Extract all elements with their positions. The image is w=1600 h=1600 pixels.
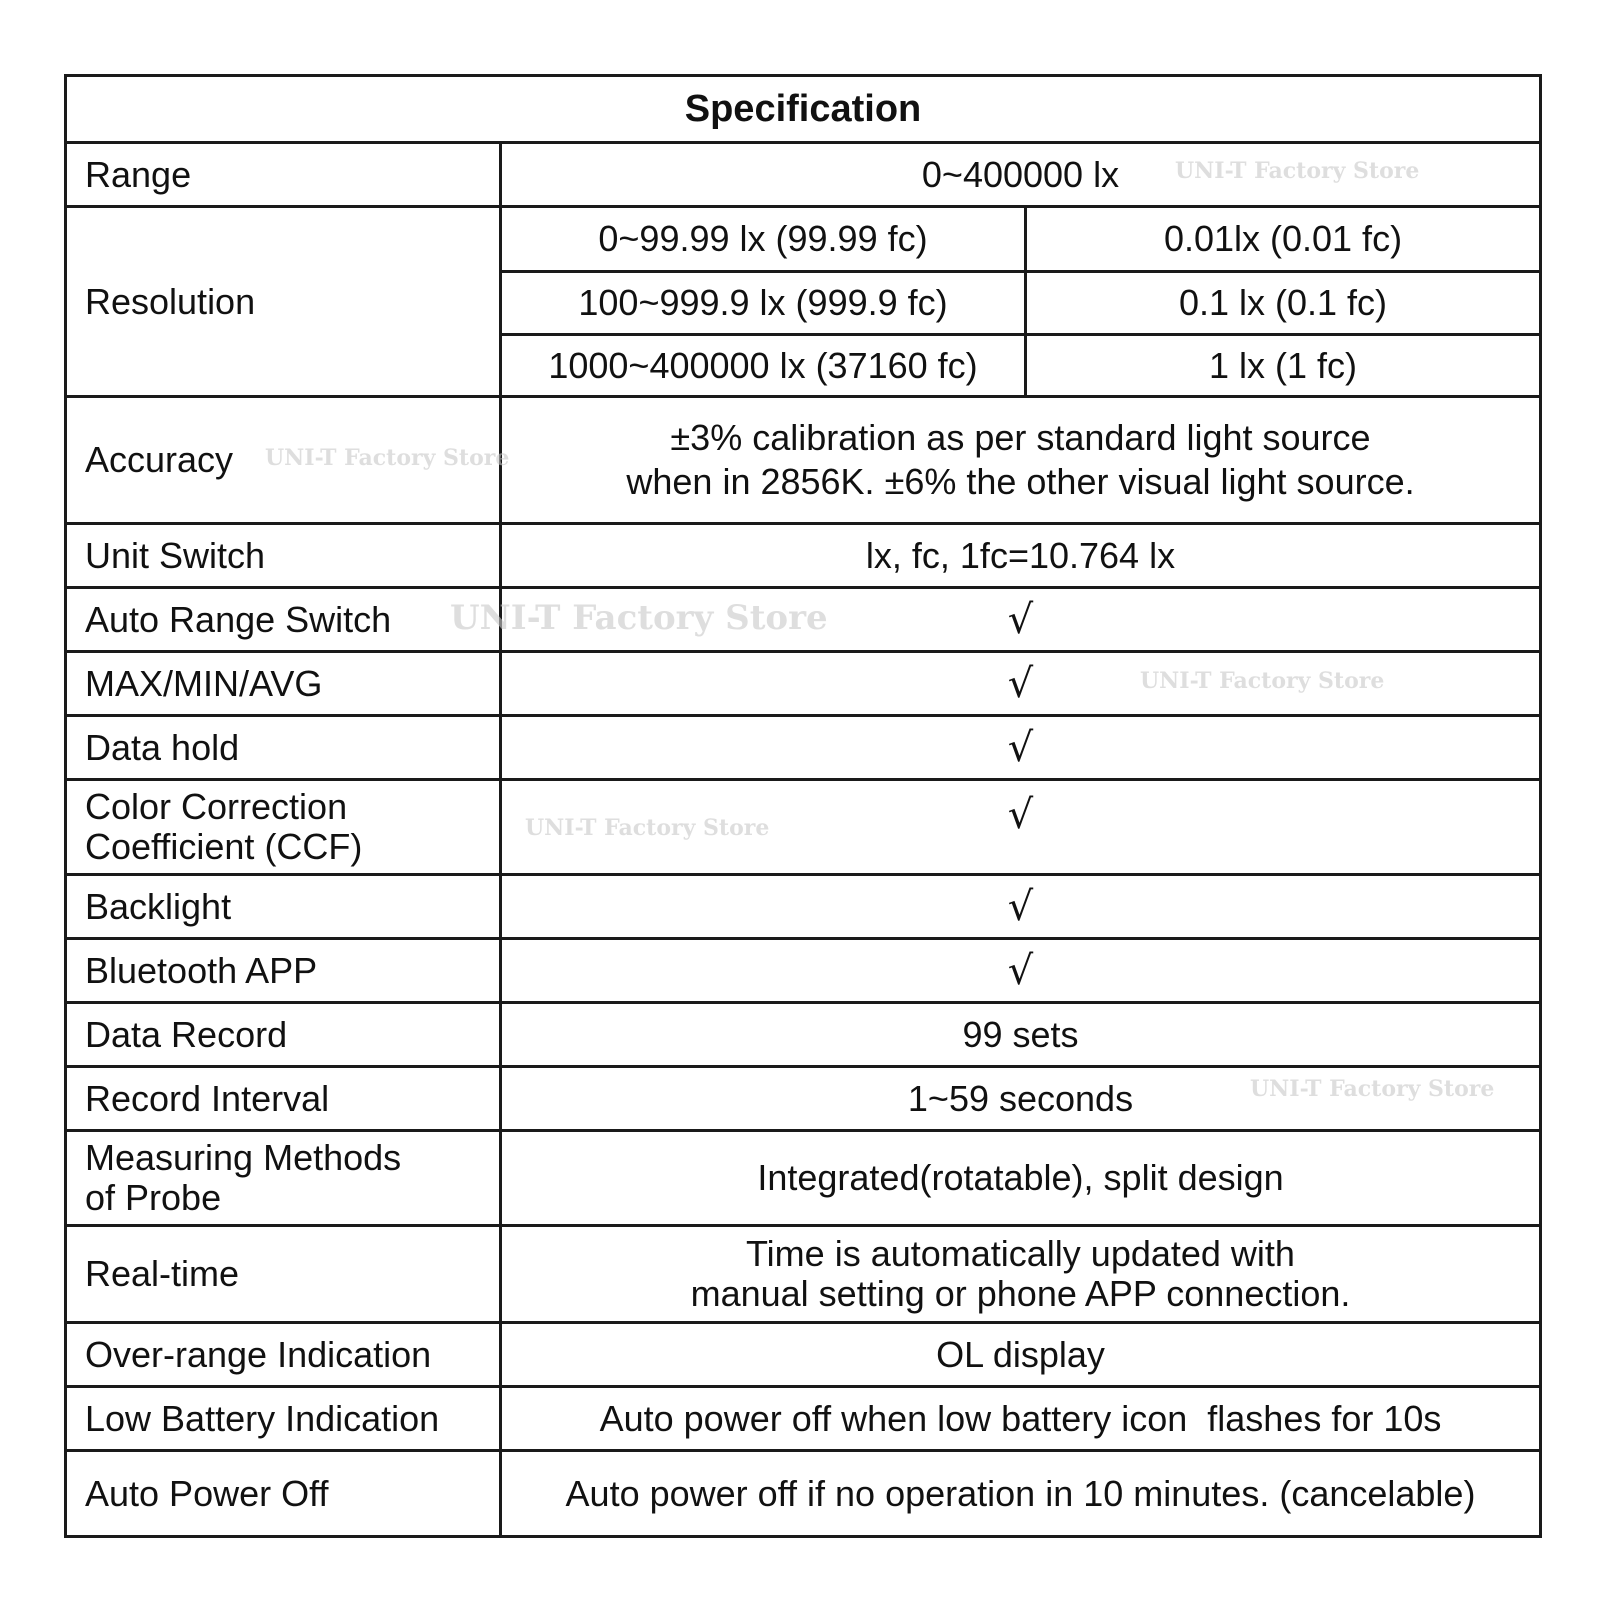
row-value xyxy=(499,653,1539,714)
row-label: Bluetooth APP xyxy=(85,949,318,991)
row-value xyxy=(499,398,1539,522)
row-value: OL display xyxy=(499,1324,1539,1385)
table-row-low-battery xyxy=(67,1385,1539,1449)
row-label: Backlight xyxy=(85,885,232,927)
row-value: Auto power off if no operation in 10 minutes. (cancelable) xyxy=(499,1452,1539,1535)
realtime-line-2: manual setting or phone APP connection. xyxy=(690,1273,1351,1314)
resolution-subrow xyxy=(502,333,1539,395)
watermark: UNI-T Factory Store xyxy=(450,598,828,638)
resolution-subtable xyxy=(499,208,1539,395)
probe-label-line-2: of Probe xyxy=(85,1177,222,1218)
row-label: Resolution xyxy=(85,280,256,322)
accuracy-line-2: when in 2856K. ±6% the other visual light source. xyxy=(626,461,1415,502)
row-value: Auto power off when low battery icon flashes for 10s xyxy=(499,1388,1539,1449)
row-value: 99 sets xyxy=(499,1004,1539,1065)
table-row-data-hold xyxy=(67,714,1539,778)
resolution-subrow xyxy=(502,208,1539,270)
row-label: Low Battery Indication xyxy=(85,1397,440,1439)
watermark: UNI-T Factory Store xyxy=(1175,158,1420,184)
resolution-range: 100~999.9 lx (999.9 fc) xyxy=(578,282,948,323)
checkmark-icon: √ xyxy=(1007,947,1034,994)
table-row-ccf xyxy=(67,778,1539,873)
table-row-realtime xyxy=(67,1224,1539,1321)
row-value xyxy=(499,1227,1539,1321)
checkmark-icon: √ xyxy=(1007,724,1034,771)
specification-table xyxy=(64,74,1542,1538)
watermark: UNI-T Factory Store xyxy=(525,815,770,841)
resolution-step: 0.01lx (0.01 fc) xyxy=(1024,208,1539,270)
row-label: Data Record xyxy=(85,1013,288,1055)
resolution-step: 1 lx (1 fc) xyxy=(1024,336,1539,395)
row-label: Real-time xyxy=(85,1253,240,1294)
table-row-range xyxy=(67,141,1539,205)
row-label: Unit Switch xyxy=(85,534,266,576)
row-label: Range xyxy=(85,153,192,195)
table-row-record-interval xyxy=(67,1065,1539,1129)
table-row-data-record xyxy=(67,1001,1539,1065)
row-label xyxy=(67,1132,499,1224)
checkmark-icon: √ xyxy=(1007,792,1034,838)
watermark: UNI-T Factory Store xyxy=(1250,1076,1495,1102)
resolution-step: 0.1 lx (0.1 fc) xyxy=(1024,273,1539,333)
table-row-over-range xyxy=(67,1321,1539,1385)
checkmark-icon: √ xyxy=(1007,660,1034,707)
row-value: lx, fc, 1fc=10.764 lx xyxy=(499,525,1539,586)
resolution-subrow xyxy=(502,270,1539,333)
table-row-backlight xyxy=(67,873,1539,937)
table-row-auto-power-off xyxy=(67,1449,1539,1535)
row-value: 0~400000 lx xyxy=(499,144,1539,205)
row-value xyxy=(499,940,1539,1001)
resolution-range: 1000~400000 lx (37160 fc) xyxy=(548,344,978,386)
table-row-auto-range xyxy=(67,586,1539,650)
accuracy-line-1: ±3% calibration as per standard light source xyxy=(670,417,1371,458)
probe-label-line-1: Measuring Methods xyxy=(85,1137,402,1178)
row-value: 1~59 seconds xyxy=(499,1068,1539,1129)
row-label: Auto Range Switch xyxy=(85,598,392,640)
ccf-label-line-2: Coefficient (CCF) xyxy=(85,826,363,867)
row-label: Over-range Indication xyxy=(85,1333,432,1375)
row-value xyxy=(499,717,1539,778)
row-value: Integrated(rotatable), split design xyxy=(499,1132,1539,1224)
table-row-accuracy xyxy=(67,395,1539,522)
row-label: Auto Power Off xyxy=(85,1472,329,1514)
row-label: Data hold xyxy=(85,726,240,768)
table-row-resolution xyxy=(67,205,1539,395)
row-value xyxy=(499,589,1539,650)
row-value xyxy=(499,781,1539,873)
realtime-line-1: Time is automatically updated with xyxy=(746,1233,1295,1274)
table-header-row xyxy=(67,77,1539,141)
watermark: UNI-T Factory Store xyxy=(265,445,510,471)
row-value xyxy=(499,876,1539,937)
resolution-range: 0~99.99 lx (99.99 fc) xyxy=(598,218,928,259)
row-label: MAX/MIN/AVG xyxy=(85,662,323,704)
table-title: Specification xyxy=(684,87,922,130)
watermark: UNI-T Factory Store xyxy=(1140,668,1385,694)
table-row-bluetooth xyxy=(67,937,1539,1001)
checkmark-icon: √ xyxy=(1007,596,1034,643)
checkmark-icon: √ xyxy=(1007,883,1034,930)
ccf-label-line-1: Color Correction xyxy=(85,786,348,827)
row-label: Accuracy xyxy=(85,439,234,480)
row-label xyxy=(67,781,499,873)
table-row-maxminavg xyxy=(67,650,1539,714)
table-row-probe xyxy=(67,1129,1539,1224)
row-label: Record Interval xyxy=(85,1077,330,1119)
table-row-unit-switch xyxy=(67,522,1539,586)
